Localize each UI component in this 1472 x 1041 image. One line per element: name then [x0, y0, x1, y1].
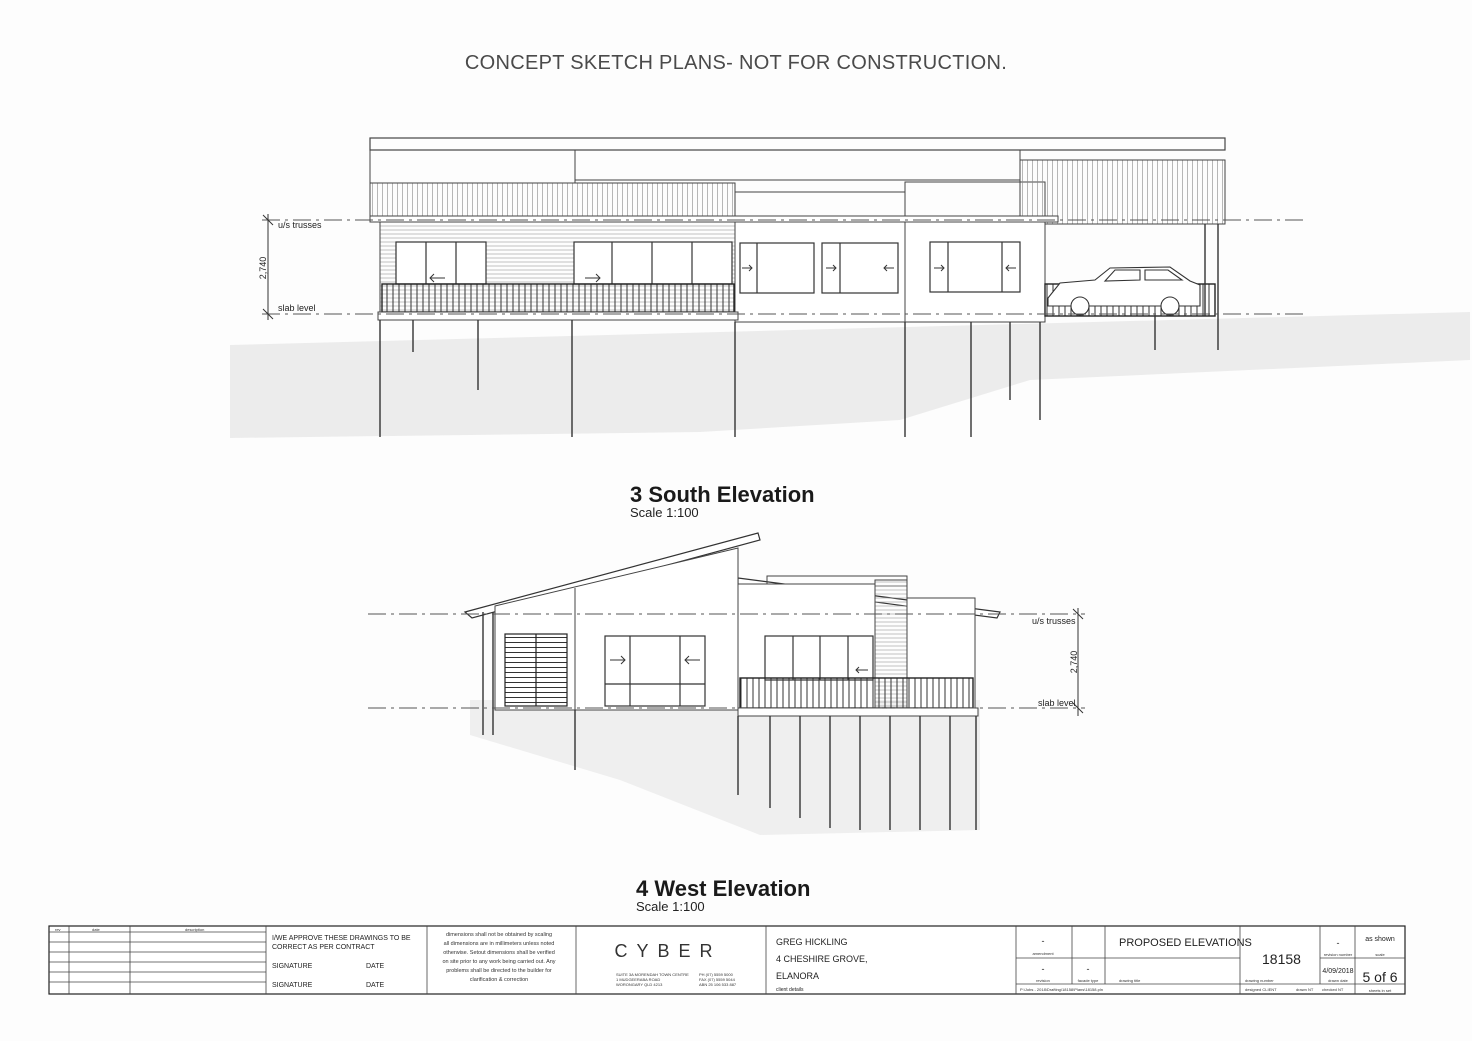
firm-phone: PH (07) 5559 5000	[699, 972, 733, 977]
drawing-number-caption: drawing number	[1245, 978, 1274, 983]
south-title: 3 South Elevation	[630, 482, 815, 507]
client-address-1: 4 CHESHIRE GROVE,	[776, 954, 868, 964]
firm-logo: CYBER	[614, 941, 722, 961]
drawing-title-caption: drawing title	[1119, 978, 1141, 983]
signature-label-2: SIGNATURE	[272, 982, 313, 989]
drawn-by: drawn NT	[1296, 987, 1314, 992]
facade-value: -	[1086, 964, 1090, 974]
west-ground-shade	[470, 700, 980, 835]
client-address-2: ELANORA	[776, 971, 820, 981]
svg-text:all dimensions are in millimet: all dimensions are in millimeters unless noted	[443, 941, 555, 947]
file-path: P:\Jobs - 2018\Drafting\18158\Plans\18158.pln	[1020, 987, 1103, 992]
description-header: description	[185, 927, 205, 932]
south-roof-mid	[575, 150, 1020, 180]
sheet-number: 5 of 6	[1362, 969, 1398, 985]
south-ground-shade	[230, 312, 1470, 438]
west-dimension-value: 2,740	[1069, 650, 1079, 674]
amendment-value: -	[1041, 936, 1045, 946]
amendment-caption: amendment	[1032, 951, 1054, 956]
sheet-caption: sheets in set	[1368, 988, 1392, 993]
south-eave	[370, 216, 1058, 222]
south-balustrade	[382, 284, 734, 312]
svg-text:dimensions shall not be obtain: dimensions shall not be obtained by scaling	[445, 932, 553, 938]
title-block	[49, 926, 1405, 994]
drawing-number: 18158	[1262, 951, 1301, 967]
drawing-title: PROPOSED ELEVATIONS	[1119, 937, 1252, 949]
west-balustrade	[740, 678, 973, 708]
west-label-trusses: u/s trusses	[1032, 616, 1076, 626]
revision-number-caption: revision number	[1323, 952, 1353, 957]
west-title: 4 West Elevation	[636, 876, 811, 901]
south-carport-roof	[1020, 160, 1225, 224]
designed-by: designed CLIENT	[1245, 987, 1277, 992]
drawn-date: 4/09/2018	[1322, 968, 1354, 975]
west-label-slab: slab level	[1038, 698, 1076, 708]
south-roof-upper	[370, 138, 1225, 150]
west-deck-edge	[738, 708, 978, 716]
date-label-1: DATE	[366, 963, 385, 970]
date-label-2: DATE	[366, 982, 385, 989]
scale-caption: scale	[1375, 952, 1385, 957]
south-dimension-value: 2,740	[258, 256, 268, 280]
firm-fax: FAX (07) 5559 5044	[699, 977, 735, 982]
revision-field-caption: revision	[1036, 978, 1050, 983]
signature-label-1: SIGNATURE	[272, 963, 313, 970]
west-scale: Scale 1:100	[636, 899, 705, 914]
revision-number: -	[1336, 938, 1340, 948]
svg-text:on site prior to any work bein: on site prior to any work being carried out. Any	[442, 959, 556, 965]
firm-address-3: WORONGARY QLD 4213	[616, 982, 663, 987]
firm-address-1: SUITE 3A MORENDAH TOWN CENTRE	[616, 972, 689, 977]
client-caption: client details	[776, 987, 804, 993]
south-elevation	[230, 138, 1470, 520]
scale-value: as shown	[1365, 936, 1395, 943]
rev-header: rev	[55, 927, 61, 932]
svg-text:problems shall be directed to: problems shall be directed to the builder for	[446, 968, 552, 974]
concept-note: CONCEPT SKETCH PLANS- NOT FOR CONSTRUCTION.	[464, 52, 1008, 74]
svg-text:otherwise. Setout dimensions s: otherwise. Setout dimensions shall be verified	[443, 950, 555, 956]
west-elevation	[368, 533, 1085, 914]
south-scale: Scale 1:100	[630, 505, 699, 520]
checked-by: checked NT	[1322, 987, 1344, 992]
south-label-slab: slab level	[278, 303, 316, 313]
facade-caption: facade type	[1077, 978, 1099, 983]
svg-text:clarification & correction: clarification & correction	[469, 977, 529, 983]
firm-abn: ABN 25 106 533 887	[699, 982, 737, 987]
drawn-date-caption: drawn date	[1328, 978, 1348, 983]
approval-line1: I/WE APPROVE THESE DRAWINGS TO BE	[272, 935, 411, 942]
south-deck-edge	[378, 312, 738, 320]
firm-address-2: 1 MUDGEERABA ROAD	[616, 977, 661, 982]
approval-line2: CORRECT AS PER CONTRACT	[272, 944, 375, 951]
south-label-trusses: u/s trusses	[278, 220, 322, 230]
south-roof-cladding	[370, 183, 735, 221]
south-roof-left	[370, 150, 575, 183]
revision-field-value: -	[1041, 964, 1045, 974]
client-name: GREG HICKLING	[776, 937, 848, 947]
date-header: date	[92, 927, 100, 932]
